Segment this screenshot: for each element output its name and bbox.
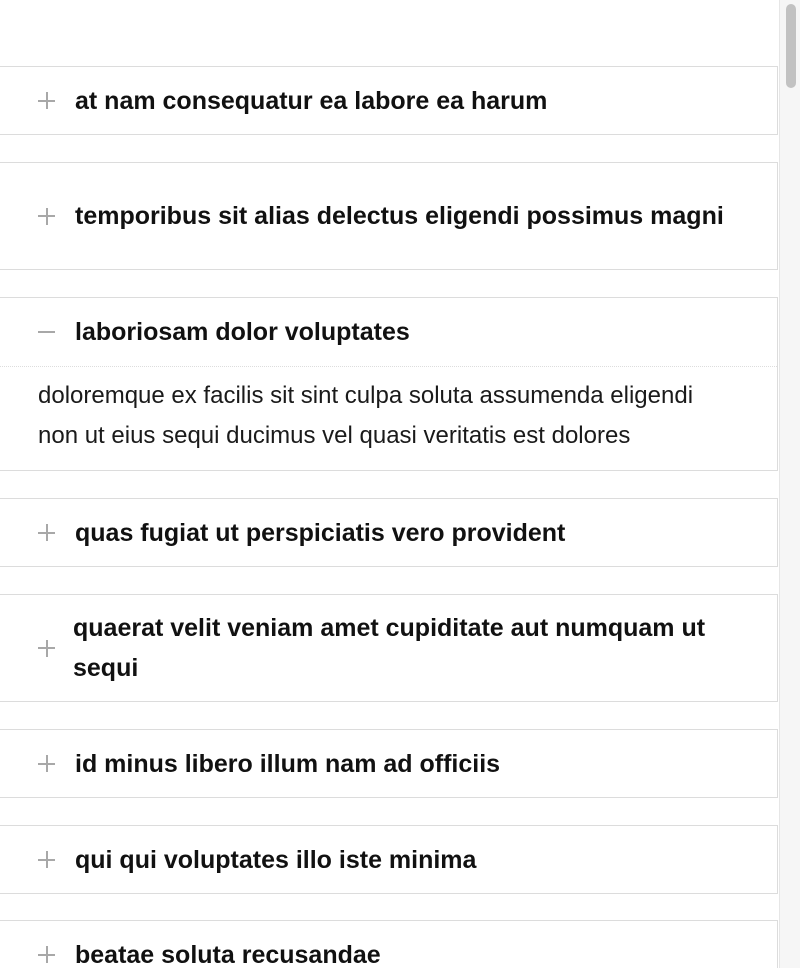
accordion-title: quas fugiat ut perspiciatis vero provident: [75, 518, 566, 547]
accordion-title: at nam consequatur ea labore ea harum: [75, 86, 548, 115]
accordion-header[interactable]: [0, 826, 777, 893]
accordion-item: [0, 162, 778, 270]
plus-icon[interactable]: [36, 754, 56, 774]
accordion-header[interactable]: [0, 499, 777, 566]
accordion-item: [0, 498, 778, 567]
plus-icon[interactable]: [36, 850, 56, 870]
accordion-title: beatae soluta recusandae: [75, 940, 381, 968]
accordion-header[interactable]: [0, 921, 777, 968]
accordion-header[interactable]: [0, 163, 777, 269]
accordion-header[interactable]: [0, 298, 777, 367]
accordion-item: [0, 825, 778, 894]
accordion-title: temporibus sit alias delectus eligendi possimus magni: [75, 202, 724, 230]
accordion-title: laboriosam dolor voluptates: [75, 318, 410, 346]
vertical-scrollbar[interactable]: [779, 0, 800, 968]
accordion-header[interactable]: [0, 67, 777, 134]
accordion-item: [0, 66, 778, 135]
accordion-title: quaerat velit veniam amet cupiditate aut numquam ut sequi: [73, 614, 706, 682]
plus-icon[interactable]: [36, 945, 56, 965]
accordion-title: id minus libero illum nam ad officiis: [75, 749, 501, 778]
plus-icon[interactable]: [36, 523, 56, 543]
plus-icon[interactable]: [36, 638, 56, 658]
plus-icon[interactable]: [36, 91, 56, 111]
accordion-item: [0, 594, 778, 702]
accordion-item: [0, 729, 778, 798]
plus-icon[interactable]: [36, 206, 56, 226]
accordion-item: [0, 920, 778, 968]
accordion-content: doloremque ex facilis sit sint culpa soluta assumenda eligendi non ut eius sequi ducimus vel quasi veritatis est dolores: [38, 382, 694, 449]
accordion-header[interactable]: [0, 595, 777, 701]
minus-icon[interactable]: [36, 322, 56, 342]
accordion-title: qui qui voluptates illo iste minima: [75, 845, 477, 874]
accordion-header[interactable]: [0, 730, 777, 797]
scrollbar-thumb[interactable]: [786, 4, 796, 88]
